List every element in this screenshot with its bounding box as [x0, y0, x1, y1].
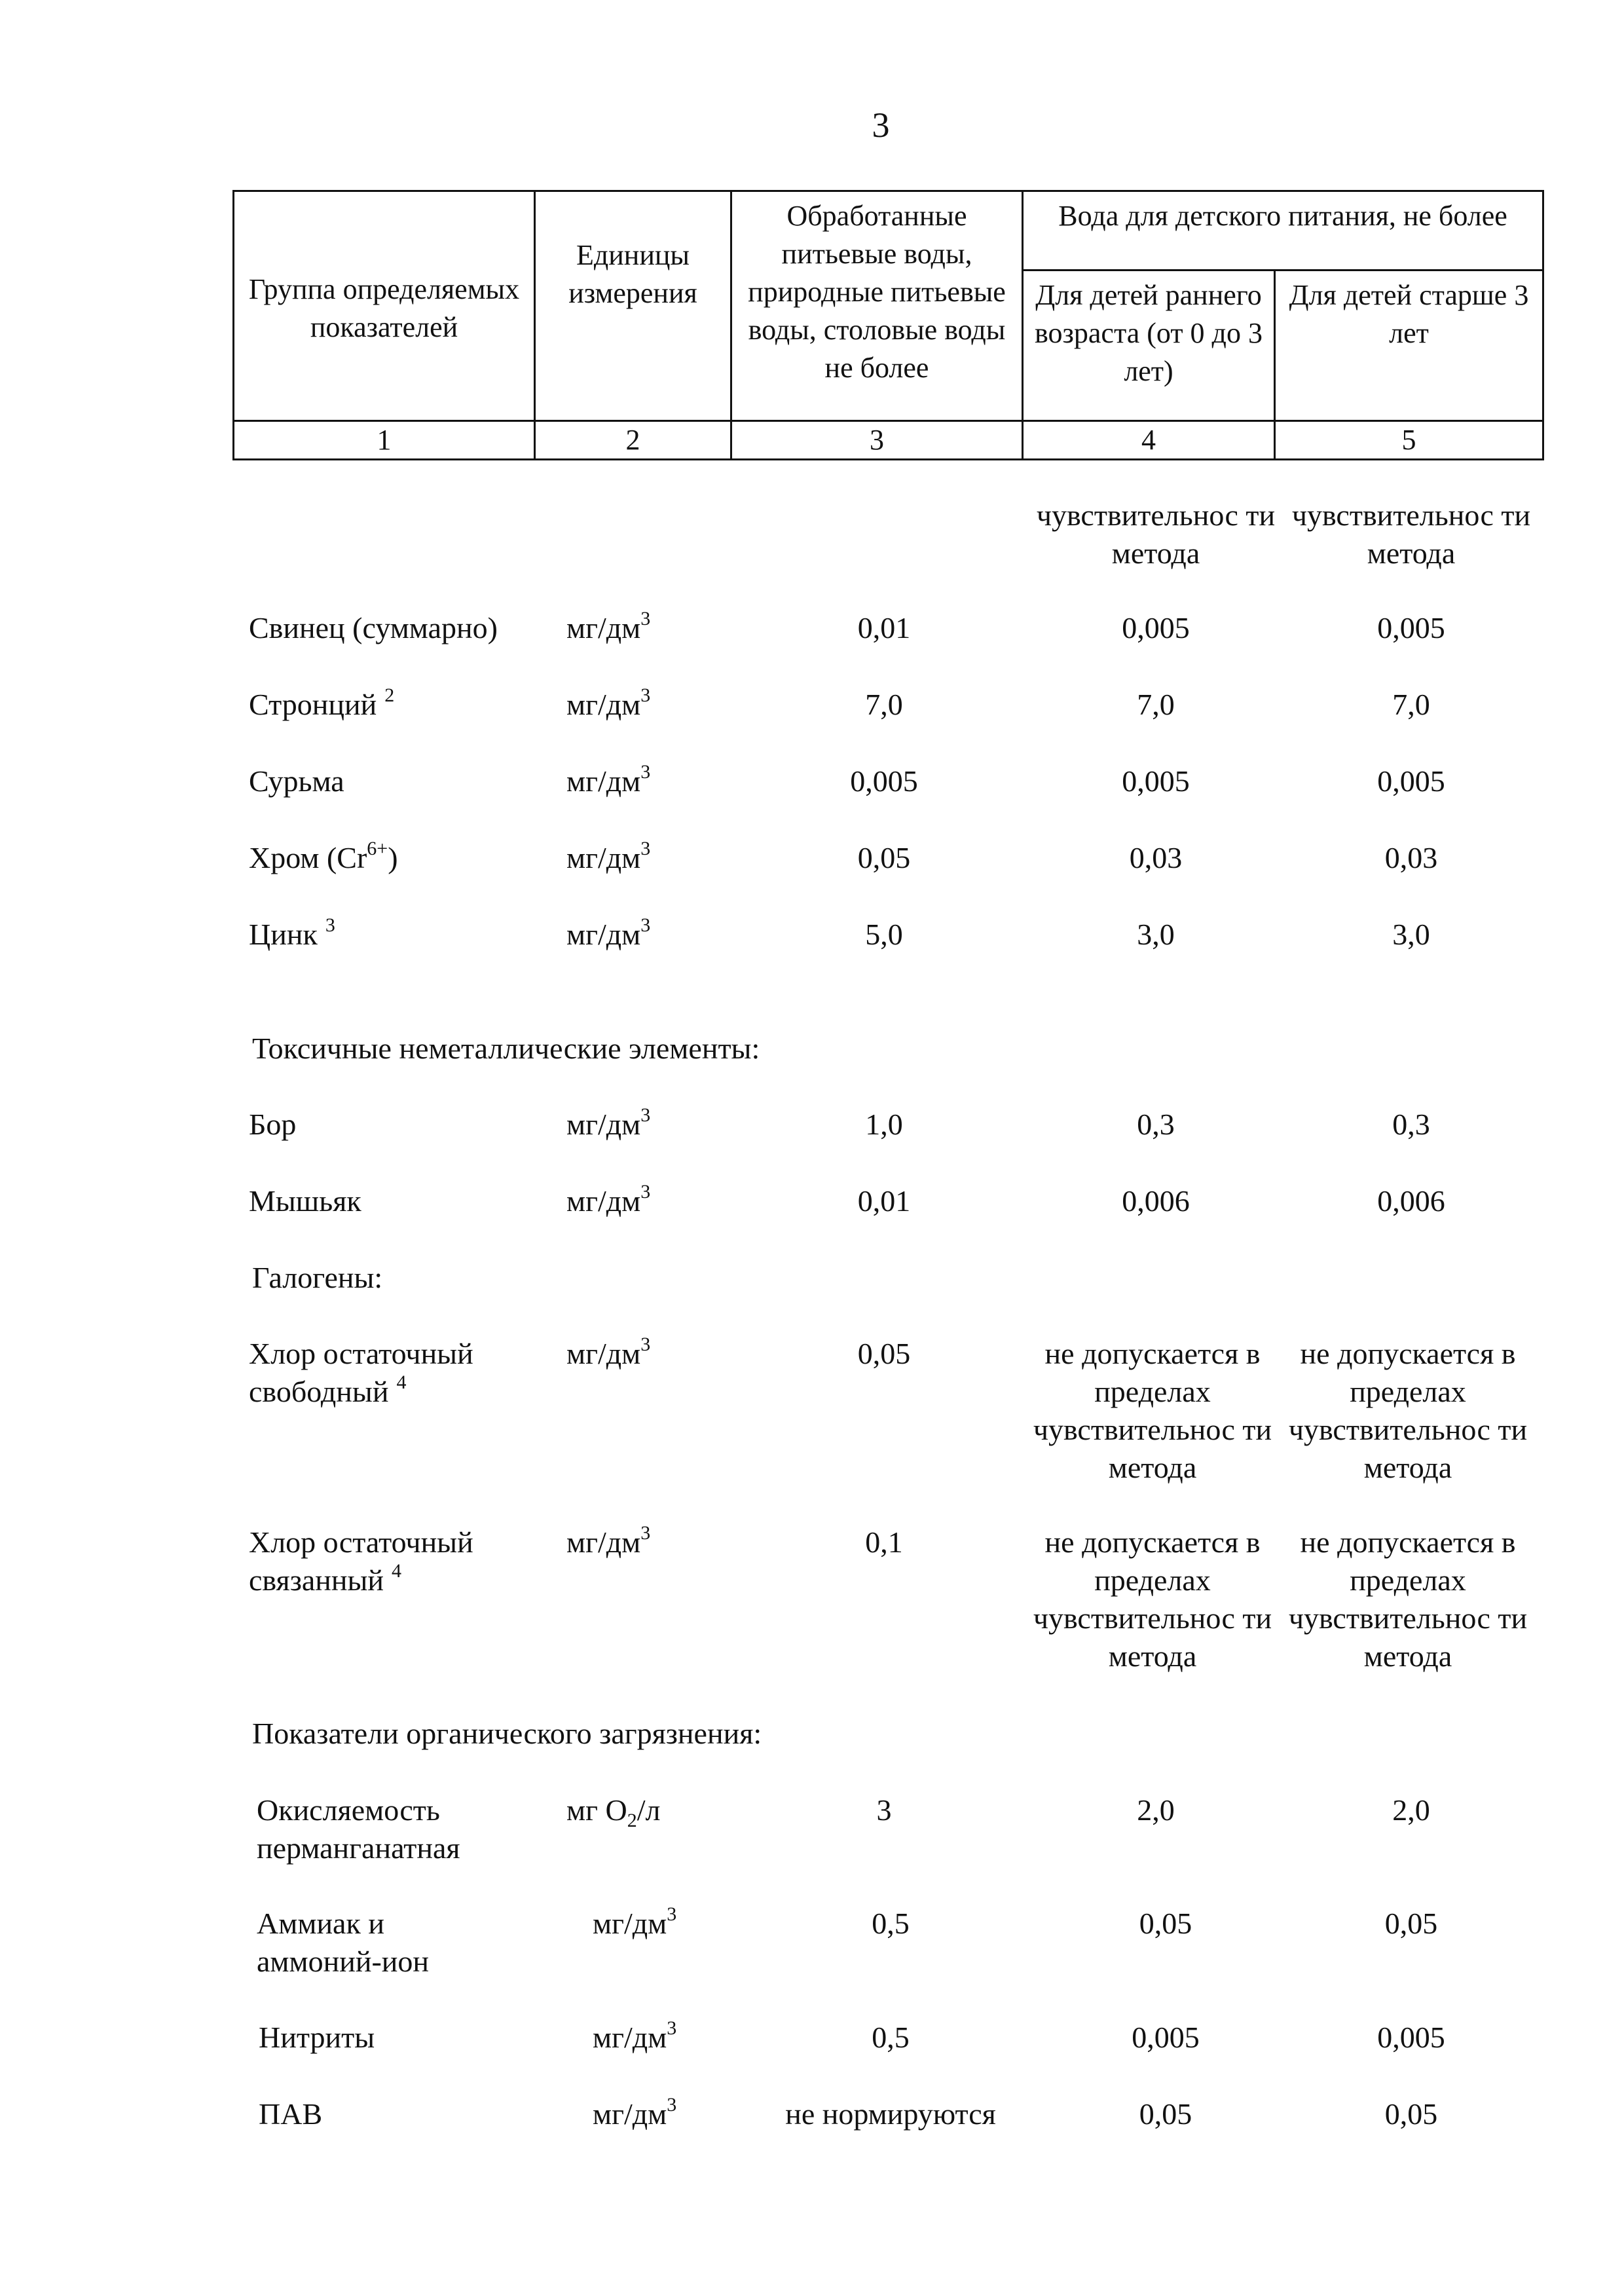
value-young: не допускается в пределах чувствительнос ти метода: [1033, 1525, 1272, 1673]
col-number: 3: [731, 421, 1023, 460]
value-older: 0,005: [1377, 764, 1445, 798]
value-older: 3,0: [1392, 918, 1430, 951]
header-older-children: Для детей старше 3 лет: [1275, 271, 1543, 421]
indicator-name: Сурьма: [249, 764, 344, 798]
value-young: 3,0: [1137, 918, 1175, 951]
indicator-name: Стронций $^2$: [249, 684, 395, 721]
section-heading: Токсичные неметаллические элементы:: [252, 1032, 760, 1065]
unit: $мг/дм^3$: [566, 838, 651, 874]
indicator-name: Аммиак и аммоний-ион: [257, 1907, 430, 1978]
header-young-children: Для детей раннего возраста (от 0 до 3 лет): [1023, 271, 1275, 421]
value-drinking: 5,0: [865, 918, 903, 951]
section-heading: Галогены:: [252, 1261, 383, 1294]
indicator-name: Хром $(Cr^{6+})$: [249, 838, 398, 874]
value-older: 0,3: [1392, 1108, 1430, 1141]
indicator-name: Нитриты: [259, 2021, 375, 2054]
col-number: 4: [1023, 421, 1275, 460]
unit: $мг/дм^3$: [566, 1334, 651, 1370]
value-drinking: 0,01: [857, 1184, 911, 1218]
value-young: 0,006: [1122, 1184, 1190, 1218]
value-drinking: не нормируются: [785, 2097, 996, 2131]
value-older: не допускается в пределах чувствительнос ти метода: [1288, 1525, 1528, 1673]
value-drinking: 0,5: [872, 1907, 910, 1940]
unit: $мг/дм^3$: [566, 608, 651, 644]
value-drinking: 0,005: [850, 764, 918, 798]
unit: $мг/дм^3$: [593, 2094, 677, 2131]
value-young: 0,03: [1129, 841, 1183, 874]
value-drinking: 0,1: [865, 1525, 903, 1559]
value-young: 0,005: [1122, 764, 1190, 798]
page-number: 3: [872, 105, 890, 145]
value-older: 0,05: [1384, 2097, 1438, 2131]
indicator-name: ПАВ: [259, 2097, 323, 2131]
indicator-name: Свинец (суммарно): [249, 611, 498, 644]
value-drinking: 3: [876, 1793, 892, 1827]
value-older: 0,006: [1377, 1184, 1445, 1218]
value-young: 0,05: [1139, 2097, 1192, 2131]
value-drinking: 0,05: [857, 1337, 911, 1370]
indicator-name: Окисляемость перманганатная: [257, 1793, 460, 1865]
table-header: [232, 190, 1544, 460]
col-number: 5: [1275, 421, 1543, 460]
header-group: Группа определяемых показателей: [234, 191, 535, 421]
indicator-name: Мышьяк: [249, 1184, 361, 1218]
header-baby-water: Вода для детского питания, не более: [1023, 191, 1543, 271]
unit: $мг/дм^3$: [566, 761, 651, 798]
value-young: 0,3: [1137, 1108, 1175, 1141]
value-drinking: 0,01: [857, 611, 911, 644]
value-older: 7,0: [1392, 688, 1430, 721]
value-young: 0,05: [1139, 1907, 1192, 1940]
unit: $мг/дм^3$: [566, 684, 651, 721]
value-drinking: 7,0: [865, 688, 903, 721]
col-number: 2: [535, 421, 731, 460]
value-drinking: 1,0: [865, 1108, 903, 1141]
continued-text: чувствительнос ти метода: [1036, 498, 1276, 570]
value-older: 0,03: [1384, 841, 1438, 874]
indicator-name: Цинк $^3$: [249, 914, 335, 951]
col-number: 1: [234, 421, 535, 460]
indicator-name: Бор: [249, 1108, 297, 1141]
unit: $мг/дм^3$: [566, 1522, 651, 1559]
unit: $мг/дм^3$: [566, 1181, 651, 1218]
continued-text: чувствительнос ти метода: [1291, 498, 1531, 570]
unit: $мг/дм^3$: [566, 914, 651, 951]
unit: $мг/дм^3$: [566, 1104, 651, 1141]
value-older: 2,0: [1392, 1793, 1430, 1827]
unit: $мг/дм^3$: [593, 1903, 677, 1940]
value-older: 0,005: [1377, 611, 1445, 644]
value-young: 7,0: [1137, 688, 1175, 721]
unit: мг $O_2/л$: [566, 1793, 661, 1831]
value-young: не допускается в пределах чувствительнос ти метода: [1033, 1337, 1272, 1484]
value-drinking: 0,05: [857, 841, 911, 874]
header-units: Единицы измерения: [535, 191, 731, 421]
value-drinking: 0,5: [872, 2021, 910, 2054]
value-older: не допускается в пределах чувствительнос ти метода: [1288, 1337, 1528, 1484]
value-older: 0,005: [1377, 2021, 1445, 2054]
header-treated-water: Обработанные питьевые воды, природные питьевые воды, столовые воды не более: [731, 191, 1023, 421]
value-young: 0,005: [1132, 2021, 1200, 2054]
indicator-name: Хлор остаточный связанный $^4$: [249, 1525, 473, 1597]
unit: $мг/дм^3$: [593, 2017, 677, 2054]
indicator-name: Хлор остаточный свободный $^4$: [249, 1337, 473, 1408]
value-young: 2,0: [1137, 1793, 1175, 1827]
section-heading: Показатели органического загрязнения:: [252, 1717, 762, 1750]
value-young: 0,005: [1122, 611, 1190, 644]
value-older: 0,05: [1384, 1907, 1438, 1940]
